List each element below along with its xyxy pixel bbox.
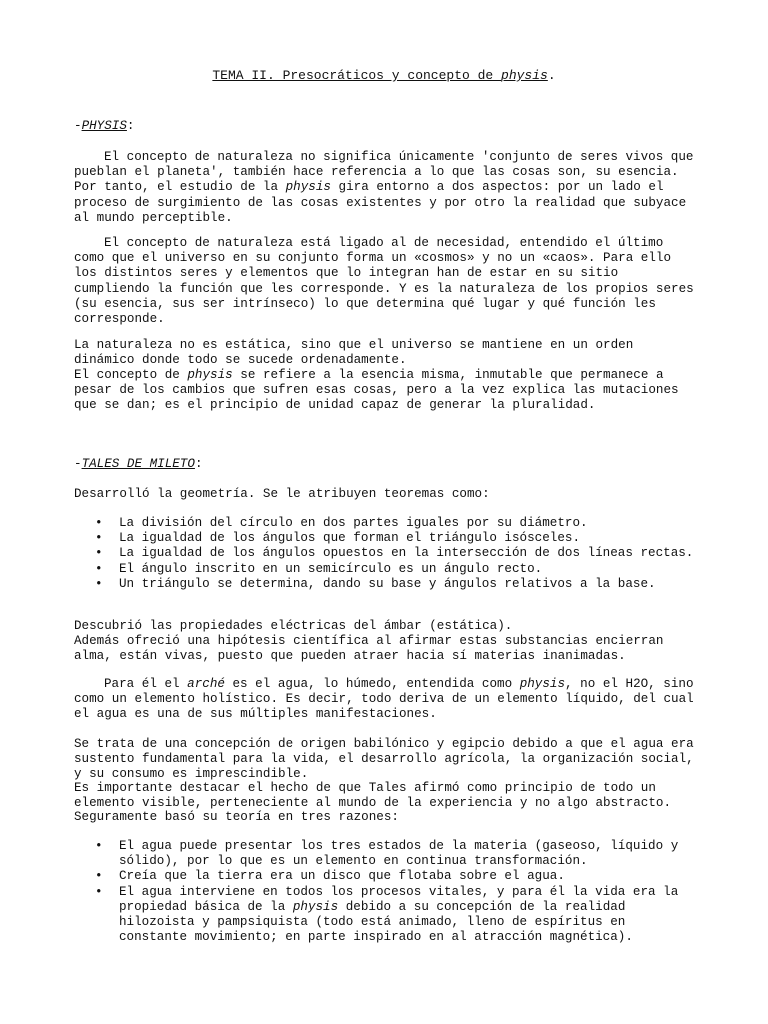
list-item: • El agua interviene en todos los procesos vitales, y para él la vida era la propiedad básica de la physis debido a su concepción de la realidad hilozoista y pampsiquista (todo está animado, lleno de espíritus en constante movimiento; en parte inspirado en al atracción magnética). bbox=[95, 884, 679, 945]
list-item: • Un triángulo se determina, dando su base y ángulos relativos a la base. bbox=[95, 576, 656, 591]
paragraph-three-reasons: Seguramente basó su teoría en tres razones: bbox=[74, 810, 399, 824]
paragraph-dynamic-order: La naturaleza no es estática, sino que el universo se mantiene en un orden dinámico donde todo se sucede ordenadamente. bbox=[74, 338, 641, 368]
reasons-list bbox=[74, 839, 700, 945]
list-item: • El ángulo inscrito en un semicírculo es un ángulo recto. bbox=[95, 561, 543, 576]
list-item: • Creía que la tierra era un disco que flotaba sobre el agua. bbox=[95, 869, 565, 884]
paragraph-necessity: El concepto de naturaleza está ligado al de necesidad, entendido el último como que el universo en su conjunto forma un «cosmos» y no un «caos». Para ello los distintos seres y elementos que lo integran han de estar en su sitio cumpliendo la función que les corresponde. Y es la naturaleza de los propios seres (su esencia, sus ser intrínseco) lo que determina qué lugar y qué función les corresponde. bbox=[74, 236, 702, 327]
paragraph-visible-principle: Es importante destacar el hecho de que Tales afirmó como principio de todo un elemento visible, perteneciente al mundo de la experiencia y no algo abstracto. bbox=[74, 781, 672, 811]
page-title: TEMA II. Presocráticos y concepto de physis. bbox=[212, 68, 556, 83]
paragraph-physis-intro: El concepto de naturaleza no significa únicamente 'conjunto de seres vivos que pueblan el planeta', también hace referencia a lo que las cosas son, su esencia. Por tanto, el estudio de la physis gira entorno a dos aspectos: por un lado el proceso de surgimiento de las cosas existentes y por otro la realidad que subyace al mundo perceptible. bbox=[74, 150, 702, 225]
section-heading-physis: -PHYSIS: bbox=[74, 119, 135, 133]
list-item: • La igualdad de los ángulos opuestos en la intersección de dos líneas rectas. bbox=[95, 546, 694, 561]
paragraph-amber: Descubrió las propiedades eléctricas del ámbar (estática). bbox=[74, 619, 513, 633]
section-heading-tales: -TALES DE MILETO: bbox=[74, 457, 203, 471]
paragraph-physis-essence: El concepto de physis se refiere a la esencia misma, inmutable que permanece a pesar de los cambios que sufren esas cosas, pero a la vez explica las mutaciones que se dan; es el principio de unidad capaz de generar la pluralidad. bbox=[74, 368, 687, 413]
list-item: • El agua puede presentar los tres estados de la materia (gaseoso, líquido y sólido), por lo que es un elemento en continua transformación. bbox=[95, 839, 679, 869]
paragraph-geometry: Desarrolló la geometría. Se le atribuyen teoremas como: bbox=[74, 487, 490, 501]
paragraph-arche: Para él el arché es el agua, lo húmedo, entendida como physis, no el H2O, sino como un elemento holístico. Es decir, todo deriva de un elemento líquido, del cual el agua es una de sus múltiples manifestaciones. bbox=[74, 677, 702, 722]
list-item: • La división del círculo en dos partes iguales por su diámetro. bbox=[95, 516, 588, 530]
list-item: • La igualdad de los ángulos que forman el triángulo isósceles. bbox=[95, 531, 581, 546]
paragraph-hypothesis: Además ofreció una hipótesis científica al afirmar estas substancias encierran alma, están vivas, puesto que pueden atraer hacia sí materias inanimadas. bbox=[74, 634, 672, 664]
theorem-list bbox=[74, 516, 700, 592]
paragraph-babylonian: Se trata de una concepción de origen babilónico y egipcio debido a que el agua era sustento fundamental para la vida, el desarrollo agrícola, la organización social, y su consumo es imprescindible. bbox=[74, 737, 702, 782]
